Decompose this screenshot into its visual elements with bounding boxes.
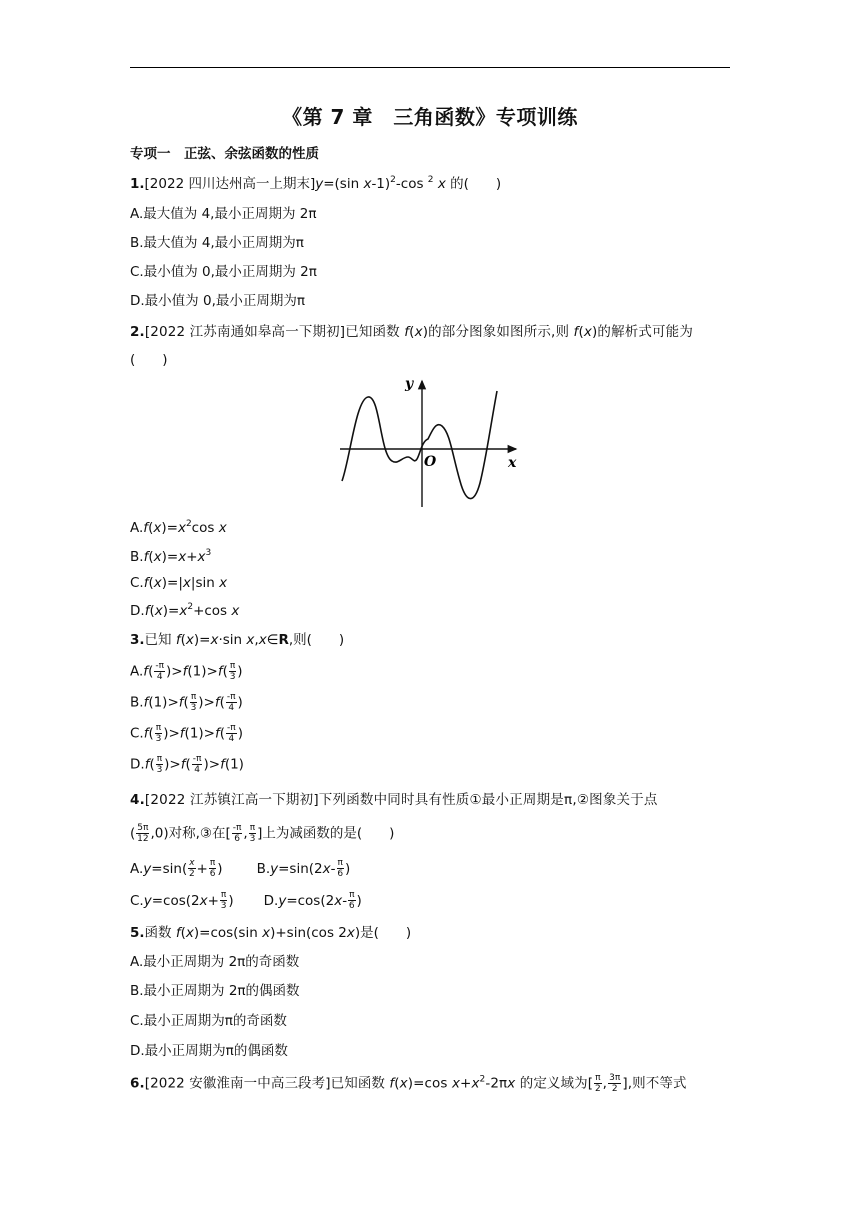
denominator: 6 bbox=[348, 901, 355, 911]
math-text: ) bbox=[228, 892, 234, 909]
question-6-stem bbox=[130, 1073, 730, 1094]
option-label: B. bbox=[130, 549, 144, 565]
math-text: -2π bbox=[485, 1075, 508, 1092]
fraction bbox=[155, 723, 162, 744]
math-var: x bbox=[185, 925, 194, 941]
math-text: ( bbox=[180, 632, 186, 648]
exponent: 2 bbox=[185, 519, 192, 529]
option-a[interactable] bbox=[130, 858, 223, 879]
y-axis-label: y bbox=[405, 376, 414, 392]
math-text: -1) bbox=[371, 176, 391, 192]
math-var: f bbox=[217, 663, 223, 680]
math-text: 函数 bbox=[144, 925, 176, 941]
question-paren: ]上为减函数的是( ) bbox=[257, 825, 395, 842]
fraction bbox=[348, 890, 355, 911]
numerator: -π bbox=[226, 692, 236, 702]
option-label: D. bbox=[130, 756, 145, 773]
denominator: 12 bbox=[137, 834, 149, 844]
math-text: ( bbox=[148, 725, 154, 742]
math-text: [2022 安徽淮南一中高三段考]已知函数 bbox=[144, 1075, 390, 1092]
math-text: cos bbox=[191, 520, 219, 536]
math-var: f bbox=[143, 520, 149, 536]
function-graph bbox=[340, 369, 520, 509]
header-rule bbox=[130, 67, 730, 68]
denominator: 2 bbox=[611, 1084, 618, 1094]
math-var: x bbox=[153, 520, 162, 536]
math-text: )= bbox=[193, 632, 211, 648]
math-text: )=| bbox=[161, 575, 183, 591]
math-text: + bbox=[460, 1075, 472, 1092]
math-var: f bbox=[143, 549, 149, 565]
fraction bbox=[229, 661, 236, 682]
math-text: ( bbox=[148, 549, 154, 565]
math-text: ( bbox=[148, 520, 154, 536]
fraction bbox=[232, 823, 243, 844]
math-var: f bbox=[179, 725, 185, 742]
math-text: ( bbox=[394, 1075, 400, 1092]
math-text: , bbox=[602, 1075, 608, 1092]
numerator: -π bbox=[227, 723, 236, 733]
option-row-cd bbox=[130, 890, 730, 911]
math-var: x bbox=[246, 632, 255, 648]
denominator: 4 bbox=[194, 765, 200, 775]
numerator: 3π bbox=[609, 1073, 621, 1083]
math-text: )> bbox=[203, 756, 221, 773]
exponent: 2 bbox=[187, 602, 194, 612]
exponent: 2 bbox=[390, 175, 396, 185]
math-text: |sin bbox=[190, 575, 220, 591]
fraction bbox=[226, 723, 237, 744]
math-text: -cos bbox=[395, 176, 428, 192]
exponent: 3 bbox=[205, 548, 212, 558]
math-var: x bbox=[197, 549, 206, 565]
numerator: π bbox=[209, 858, 216, 868]
option-b[interactable]: B.最小正周期为 2π的偶函数 bbox=[130, 983, 300, 999]
math-text: =sin(2 bbox=[278, 860, 323, 877]
fraction bbox=[249, 823, 256, 844]
math-var: x bbox=[322, 860, 331, 877]
fraction bbox=[192, 754, 203, 775]
question-4-stem-line2 bbox=[130, 823, 730, 844]
numerator: π bbox=[349, 890, 355, 900]
math-text: ) bbox=[237, 725, 243, 742]
option-d[interactable] bbox=[263, 890, 362, 911]
math-var: f bbox=[143, 694, 149, 711]
math-var: f bbox=[144, 603, 150, 619]
math-text: ( bbox=[148, 575, 154, 591]
option-a[interactable]: A.最小正周期为 2π的奇函数 bbox=[130, 954, 300, 970]
math-text: ( bbox=[222, 663, 228, 680]
math-text: )> bbox=[166, 663, 183, 680]
math-text: )=cos bbox=[407, 1075, 452, 1092]
math-text: ( bbox=[578, 324, 584, 340]
numerator: π bbox=[220, 890, 227, 900]
math-var: x bbox=[179, 603, 188, 619]
option-c[interactable] bbox=[130, 890, 234, 911]
fraction bbox=[190, 692, 197, 713]
math-var: y bbox=[270, 860, 279, 877]
math-var: f bbox=[573, 324, 579, 340]
numerator: π bbox=[156, 754, 163, 764]
math-var: f bbox=[144, 756, 150, 773]
math-text: ( bbox=[148, 663, 154, 680]
math-text: )> bbox=[164, 756, 181, 773]
math-var: f bbox=[178, 694, 184, 711]
option-label: A. bbox=[130, 520, 144, 536]
denominator: 2 bbox=[189, 869, 195, 879]
option-a[interactable]: A.最大值为 4,最小正周期为 2π bbox=[130, 206, 317, 222]
math-text: ( bbox=[149, 756, 155, 773]
denominator: 6 bbox=[234, 834, 240, 844]
math-text: ( bbox=[219, 694, 225, 711]
math-var: x bbox=[199, 892, 208, 909]
math-text: )= bbox=[162, 603, 180, 619]
math-var: f bbox=[214, 725, 220, 742]
math-var: x bbox=[182, 575, 191, 591]
math-var: f bbox=[214, 694, 220, 711]
math-var: x bbox=[399, 1075, 408, 1092]
math-text: ( bbox=[183, 694, 189, 711]
math-text: ( bbox=[219, 725, 226, 742]
denominator: 3 bbox=[220, 901, 227, 911]
numerator: π bbox=[249, 823, 256, 833]
fraction bbox=[154, 661, 165, 682]
math-var: x bbox=[437, 176, 446, 192]
math-var: f bbox=[143, 725, 149, 742]
math-var: f bbox=[182, 663, 188, 680]
math-set: R bbox=[278, 632, 289, 648]
exponent: 2 bbox=[427, 175, 434, 185]
math-var: x bbox=[346, 925, 355, 941]
option-label: C. bbox=[130, 575, 144, 591]
fraction bbox=[226, 692, 237, 713]
option-d[interactable] bbox=[130, 602, 730, 620]
math-text: ) bbox=[344, 860, 351, 877]
math-text: [2022 江苏镇江高一下期初]下列函数中同时具有性质①最小正周期是π,②图象关于点 bbox=[144, 792, 658, 808]
numerator: -π bbox=[192, 754, 202, 764]
numerator: -π bbox=[155, 661, 165, 671]
origin-label: O bbox=[424, 454, 437, 470]
denominator: 2 bbox=[594, 1084, 601, 1094]
math-text: )> bbox=[198, 694, 215, 711]
denominator: 3 bbox=[229, 672, 236, 682]
question-number: 1. bbox=[130, 176, 145, 192]
numerator: π bbox=[595, 1073, 601, 1083]
math-var: x bbox=[471, 1075, 480, 1092]
math-var: f bbox=[180, 756, 186, 773]
math-text: + bbox=[196, 860, 208, 877]
math-text: ( bbox=[180, 925, 186, 941]
fraction bbox=[594, 1073, 602, 1094]
page-title: 《第 7 章 三角函数》专项训练 bbox=[282, 105, 578, 129]
denominator: 4 bbox=[228, 703, 235, 713]
question-3-stem bbox=[130, 631, 730, 649]
math-text: =sin( bbox=[151, 860, 188, 877]
question-4-stem bbox=[130, 791, 730, 809]
option-a[interactable] bbox=[130, 661, 730, 682]
math-text: )+sin(cos 2 bbox=[270, 925, 347, 941]
fraction bbox=[608, 1073, 621, 1094]
math-var: f bbox=[404, 324, 410, 340]
question-paren: ,则( ) bbox=[288, 632, 345, 648]
math-var: x bbox=[177, 520, 186, 536]
numerator: π bbox=[337, 858, 343, 868]
math-text: )> bbox=[163, 725, 180, 742]
math-var: x bbox=[262, 925, 271, 941]
math-var: x bbox=[231, 603, 240, 619]
numerator: -π bbox=[232, 823, 242, 833]
math-text: )= bbox=[161, 520, 178, 536]
math-text: ) bbox=[356, 892, 362, 909]
x-axis-label: x bbox=[508, 455, 517, 471]
math-text: ∈ bbox=[266, 632, 279, 648]
option-label: A. bbox=[130, 663, 144, 680]
math-var: x bbox=[507, 1075, 516, 1092]
math-text: ],则不等式 bbox=[622, 1075, 687, 1092]
math-text: 已知 bbox=[144, 632, 176, 648]
fraction bbox=[156, 754, 163, 775]
numerator: π bbox=[190, 692, 197, 702]
math-var: y bbox=[143, 860, 152, 877]
option-c[interactable] bbox=[130, 723, 730, 744]
math-var: f bbox=[389, 1075, 395, 1092]
question-number: 6. bbox=[130, 1075, 145, 1092]
math-text: (1) bbox=[224, 756, 244, 773]
math-text: - bbox=[342, 892, 348, 909]
math-text: =cos(2 bbox=[151, 892, 200, 909]
math-text: - bbox=[330, 860, 336, 877]
math-text: ·sin bbox=[218, 632, 247, 648]
math-text: )=cos(sin bbox=[193, 925, 263, 941]
math-text: +cos bbox=[193, 603, 232, 619]
fraction bbox=[220, 890, 227, 911]
math-var: x bbox=[178, 549, 187, 565]
option-b[interactable] bbox=[130, 548, 730, 566]
math-var: x bbox=[218, 520, 227, 536]
question-2-stem bbox=[130, 323, 730, 341]
fraction bbox=[136, 823, 149, 844]
math-text: ( bbox=[185, 756, 191, 773]
option-label: D. bbox=[130, 603, 145, 619]
function-curve bbox=[342, 391, 497, 499]
denominator: 3 bbox=[156, 765, 163, 775]
math-var: y bbox=[278, 892, 287, 909]
fraction bbox=[188, 858, 195, 879]
math-text: =cos(2 bbox=[286, 892, 335, 909]
math-text: ) bbox=[217, 860, 223, 877]
numerator bbox=[188, 858, 195, 869]
option-d[interactable]: D.最小正周期为π的偶函数 bbox=[130, 1043, 288, 1059]
math-var: x bbox=[258, 632, 267, 648]
option-c[interactable]: C.最小值为 0,最小正周期为 2π bbox=[130, 264, 317, 280]
section-heading: 专项一 正弦、余弦函数的性质 bbox=[130, 146, 319, 162]
math-var: y bbox=[143, 892, 152, 909]
math-text: ( bbox=[130, 825, 136, 842]
option-row-ab bbox=[130, 858, 730, 879]
math-var: x bbox=[451, 1075, 461, 1092]
question-number: 4. bbox=[130, 792, 145, 808]
math-var: f bbox=[143, 663, 149, 680]
option-label: B. bbox=[256, 860, 271, 877]
math-text: ) bbox=[237, 694, 243, 711]
math-var: x bbox=[189, 858, 195, 868]
denominator: 4 bbox=[156, 672, 163, 682]
math-var: x bbox=[363, 176, 372, 192]
math-text: )的部分图象如图所示,则 bbox=[422, 324, 574, 340]
question-2-paren: ( ) bbox=[130, 352, 168, 368]
question-number: 3. bbox=[130, 632, 145, 648]
denominator: 3 bbox=[249, 834, 256, 844]
math-var: x bbox=[219, 575, 228, 591]
math-var: f bbox=[143, 575, 149, 591]
question-1-stem bbox=[130, 175, 730, 193]
math-var: x bbox=[583, 324, 593, 340]
question-paren: )是( ) bbox=[354, 925, 412, 941]
option-b[interactable] bbox=[130, 692, 730, 713]
option-label: B. bbox=[130, 694, 144, 711]
math-text: (1)> bbox=[184, 725, 215, 742]
math-var: x bbox=[185, 632, 194, 648]
option-b[interactable]: B.最大值为 4,最小正周期为π bbox=[130, 235, 304, 251]
math-var: x bbox=[153, 575, 162, 591]
math-text: + bbox=[186, 549, 198, 565]
math-text: + bbox=[207, 892, 219, 909]
math-var: x bbox=[334, 892, 343, 909]
exponent: 2 bbox=[479, 1074, 486, 1085]
denominator: 4 bbox=[228, 734, 235, 744]
math-var: x bbox=[210, 632, 219, 648]
question-number: 5. bbox=[130, 925, 145, 941]
math-var: x bbox=[414, 324, 423, 340]
math-var: x bbox=[154, 603, 163, 619]
fraction bbox=[337, 858, 344, 879]
option-c[interactable] bbox=[130, 574, 730, 592]
denominator: 3 bbox=[155, 734, 162, 744]
math-var: f bbox=[220, 756, 225, 773]
numerator: 5π bbox=[137, 823, 149, 833]
option-d[interactable]: D.最小值为 0,最小正周期为π bbox=[130, 293, 305, 309]
option-label: A. bbox=[130, 860, 144, 877]
math-text: ( bbox=[409, 324, 415, 340]
math-text: , bbox=[243, 825, 248, 842]
denominator: 6 bbox=[337, 869, 344, 879]
option-label: C. bbox=[130, 892, 144, 909]
option-a[interactable] bbox=[130, 519, 730, 537]
denominator: 6 bbox=[209, 869, 216, 879]
numerator: π bbox=[155, 723, 162, 733]
math-text: ( bbox=[149, 603, 155, 619]
option-d[interactable] bbox=[130, 754, 730, 775]
option-label: D. bbox=[263, 892, 279, 909]
question-number: 2. bbox=[130, 324, 145, 340]
denominator: 3 bbox=[190, 703, 197, 713]
math-text: =(sin bbox=[323, 176, 364, 192]
math-text: ,0)对称,③在[ bbox=[150, 825, 231, 842]
math-var: f bbox=[175, 632, 181, 648]
numerator: π bbox=[229, 661, 236, 671]
math-text: ) bbox=[237, 663, 243, 680]
math-var: f bbox=[175, 925, 181, 941]
math-text: 的定义域为[ bbox=[515, 1075, 594, 1092]
question-5-stem bbox=[130, 924, 730, 942]
option-b[interactable] bbox=[256, 858, 351, 879]
math-var: x bbox=[153, 549, 162, 565]
question-paren: 的( ) bbox=[445, 176, 502, 192]
source-tag: [2022 四川达州高一上期末] bbox=[144, 176, 316, 192]
math-var: y bbox=[315, 176, 324, 192]
math-text: (1)> bbox=[187, 663, 218, 680]
math-text: [2022 江苏南通如皋高一下期初]已知函数 bbox=[144, 324, 405, 340]
math-text: , bbox=[254, 632, 259, 648]
math-text: (1)> bbox=[148, 694, 179, 711]
fraction bbox=[209, 858, 216, 879]
option-label: C. bbox=[130, 725, 144, 742]
math-text: )= bbox=[161, 549, 179, 565]
option-c[interactable]: C.最小正周期为π的奇函数 bbox=[130, 1013, 287, 1029]
math-text: )的解析式可能为 bbox=[592, 324, 693, 340]
